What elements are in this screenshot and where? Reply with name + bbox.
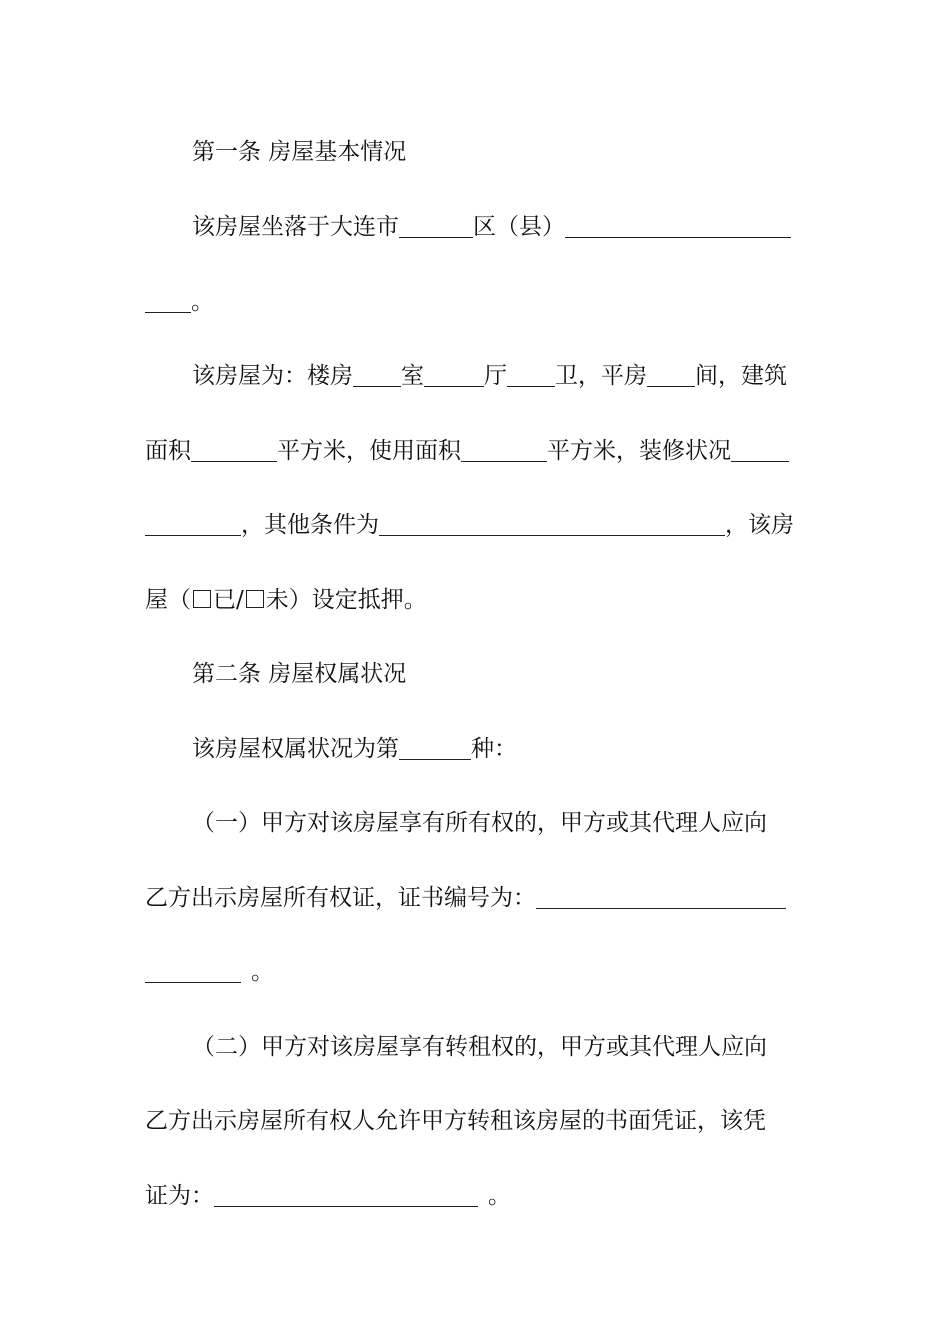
mortgaged-checkbox[interactable] <box>193 590 211 608</box>
item-1-end: 。 <box>251 959 274 985</box>
city-district-blank[interactable] <box>399 215 473 238</box>
item-1-text-1: （一）甲方对该房屋享有所有权的，甲方或其代理人应向 <box>192 810 767 836</box>
item-2-end: 。 <box>488 1183 511 1209</box>
rooms-label-room: 室 <box>401 363 424 389</box>
address-blank[interactable] <box>565 215 791 238</box>
rooms-line <box>192 359 805 393</box>
not-mortgaged-option: 未）设定抵押。 <box>265 587 427 613</box>
item-2-text-1: （二）甲方对该房屋享有转租权的，甲方或其代理人应向 <box>192 1034 767 1060</box>
ownership-type-end: 种： <box>471 736 517 762</box>
mortgaged-option: 已/ <box>213 587 244 613</box>
ownership-type-blank[interactable] <box>399 737 471 760</box>
rooms-label-hall: 厅 <box>484 363 507 389</box>
usable-area-blank[interactable] <box>461 439 547 462</box>
district-label: 区（县） <box>473 214 565 240</box>
other-conditions-label: ，其他条件为 <box>241 512 379 538</box>
building-area-blank[interactable] <box>191 439 277 462</box>
item-1-line-2 <box>145 881 805 915</box>
location-end: 。 <box>191 289 214 315</box>
ownership-type-label: 该房屋权属状况为第 <box>192 736 399 762</box>
rooms-blank[interactable] <box>353 364 401 387</box>
sublease-voucher-blank[interactable] <box>214 1184 478 1207</box>
location-line <box>192 210 805 244</box>
item-2-line-3 <box>145 1179 805 1213</box>
other-conditions-end: ，该房 <box>725 512 794 538</box>
other-conditions-line <box>145 508 805 542</box>
item-2-line-2 <box>145 1104 805 1138</box>
usable-area-label: 平方米，使用面积 <box>277 438 461 464</box>
area-label: 面积 <box>145 438 191 464</box>
not-mortgaged-checkbox[interactable] <box>246 590 264 608</box>
rooms-label-building: 该房屋为：楼房 <box>192 363 353 389</box>
certificate-number-blank[interactable] <box>536 886 786 909</box>
ownership-type-line <box>192 732 805 766</box>
rooms-label-room-count: 间，建筑 <box>695 363 787 389</box>
item-1-line-1 <box>192 806 805 840</box>
item-2-line-1 <box>192 1030 805 1064</box>
item-2-text-3: 证为： <box>145 1183 214 1209</box>
location-line-end <box>145 285 805 319</box>
bungalow-blank[interactable] <box>647 364 695 387</box>
mortgage-line <box>145 583 805 617</box>
other-conditions-blank[interactable] <box>379 513 725 536</box>
article-2-heading-text: 第二条 房屋权属状况 <box>192 661 407 687</box>
article-1-heading-text: 第一条 房屋基本情况 <box>192 139 407 165</box>
decoration-blank-cont[interactable] <box>145 513 241 536</box>
mortgage-prefix: 屋（ <box>145 587 191 613</box>
certificate-number-blank-cont[interactable] <box>145 960 241 983</box>
location-prefix: 该房屋坐落于大连市 <box>192 214 399 240</box>
article-2-heading <box>192 657 805 691</box>
item-1-line-3 <box>145 955 805 989</box>
item-1-text-2: 乙方出示房屋所有权证，证书编号为： <box>145 885 536 911</box>
article-1-heading <box>192 135 805 169</box>
area-line <box>145 434 805 468</box>
baths-blank[interactable] <box>507 364 555 387</box>
item-2-text-2: 乙方出示房屋所有权人允许甲方转租该房屋的书面凭证，该凭 <box>145 1108 766 1134</box>
address-blank-cont[interactable] <box>145 290 191 313</box>
decoration-label: 平方米，装修状况 <box>547 438 731 464</box>
decoration-blank[interactable] <box>731 439 789 462</box>
rooms-label-bath: 卫，平房 <box>555 363 647 389</box>
halls-blank[interactable] <box>424 364 484 387</box>
